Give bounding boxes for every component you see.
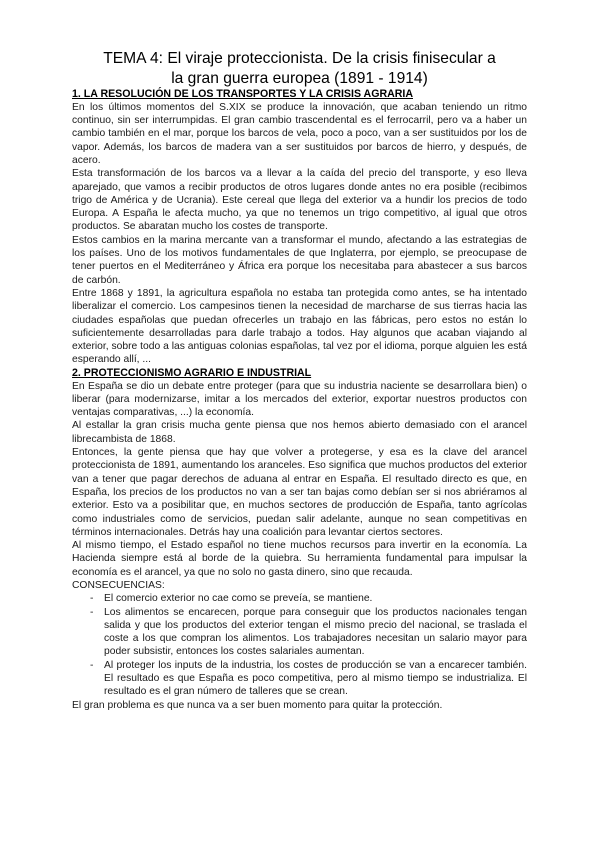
consequences-label: CONSECUENCIAS: (72, 579, 165, 591)
section-2-paragraph-2: Al estallar la gran crisis mucha gente piensa que nos hemos abierto demasiado con el arancel librecambista de 1868. (72, 420, 527, 445)
bullet-dash: - (90, 606, 94, 618)
section-2-paragraph-4: Al mismo tiempo, el Estado español no tiene muchos recursos para invertir en la economía. La Hacienda siempre está al borde de la quiebra. Su herramienta fundamental para impulsar la economía es el arancel, ya que no solo no gasta dinero, sino que recauda. (72, 540, 527, 578)
title-line-1: TEMA 4: El viraje proteccionista. De la crisis finisecular a (103, 50, 496, 67)
section-1-heading: 1. LA RESOLUCIÓN DE LOS TRANSPORTES Y LA CRISIS AGRARIA (72, 88, 413, 100)
consequence-text-1: El comercio exterior no cae como se preveía, se mantiene. (104, 593, 373, 605)
section-2-paragraph-1: En España se dio un debate entre proteger (para que su industria naciente se desarrollara bien) o liberar (para modernizarse, imitar a los mercados del exterior, exportar nuestros productos con ventajas comparativas, ...) la economía. (72, 380, 527, 419)
bullet-dash: - (90, 593, 94, 605)
consequence-text-2: Los alimentos se encarecen, porque para conseguir que los productos nacionales tengan salida y que los productos del exterior tengan el mismo precio del nacional, se traslada el coste a los que compran los alimentos. Los trabajadores necesitan un salario mayor para poder subsistir, entonces los costes salariales aumentan. (104, 606, 527, 658)
page-title (72, 49, 527, 88)
list-item (72, 606, 527, 659)
section-2-paragraph-3: Entonces, la gente piensa que hay que volver a protegerse, y esa es la clave del arancel proteccionista de 1891, aumentando los aranceles. Eso significa que muchos productos del exterior van a tener que pagar derechos de aduana al entrar en España. El resultado directo es que, en España, los precios de los productos no van a ser tan bajas como debían ser si nos abriéramos al exterior. Esto va a posibilitar que, en muchos sectores de producción de España, tanto agrícolas como industriales como de servicios, puedan salir adelante, aunque no sean competitivas en términos internacionales. Detrás hay una coalición para levantar ciertos sectores. (72, 447, 527, 538)
consequence-text-3: Al proteger los inputs de la industria, los costes de producción se van a encarecer también. El resultado es que España es poco competitiva, pero al mismo tiempo se industrializa. El resultado es el gran número de talleres que se crean. (104, 659, 527, 698)
section-1-paragraph-1: En los últimos momentos del S.XIX se produce la innovación, que acaban teniendo un ritmo continuo, sin ser interrumpidas. El gran cambio trascendental es el ferrocarril, pero va a haber un cambio también en el mar, porque los barcos de vela, poco a poco, van a ser sustituidos por los de vapor. Además, los barcos de madera van a ser sustituidos por barcos de hierro, y después, de acero. (72, 101, 527, 166)
document-body (72, 49, 527, 712)
consequences-list (72, 592, 527, 698)
section-1-paragraph-4: Entre 1868 y 1891, la agricultura española no estaba tan protegida como antes, se ha intentado liberalizar el comercio. Los campesinos tienen la necesidad de marcharse de sus tierras hacia las ciudades españolas que puedan ofrecerles un trabajo en las fábricas, pero estos no están lo suficientemente desarrolladas para darle trabajo a todos. Hay algunos que acaban viajando al exterior, sobre todo a las antiguas colonias españolas, tal vez por el idioma, porque alguien les está esperando allí, ... (72, 287, 527, 366)
closing-paragraph: El gran problema es que nunca va a ser buen momento para quitar la protección. (72, 699, 443, 711)
bullet-dash: - (90, 659, 94, 671)
list-item (72, 592, 527, 605)
list-item (72, 659, 527, 699)
section-1-paragraph-3: Estos cambios en la marina mercante van a transformar el mundo, afectando a las estrategias de los países. Uno de los motivos fundamentales de que Inglaterra, por ejemplo, se preocupase de tener puertos en el Mediterráneo y África era porque los necesitaba para abastecer a sus barcos de carbón. (72, 234, 527, 286)
section-2-heading: 2. PROTECCIONISMO AGRARIO E INDUSTRIAL (72, 366, 312, 379)
section-1-paragraph-2: Esta transformación de los barcos va a llevar a la caída del precio del transporte, y eso lleva aparejado, que vamos a recibir productos de otros lugares donde antes no era posible (recibimos trigo de América y de Ucrania). Este cereal que llega del exterior va a hundir los precios de todo Europa. A España le afecta mucho, ya que no tenemos un trigo competitivo, al igual que otros productos. Se abaratan mucho los costes de transporte. (72, 168, 527, 233)
title-line-2: la gran guerra europea (1891 - 1914) (171, 69, 428, 87)
